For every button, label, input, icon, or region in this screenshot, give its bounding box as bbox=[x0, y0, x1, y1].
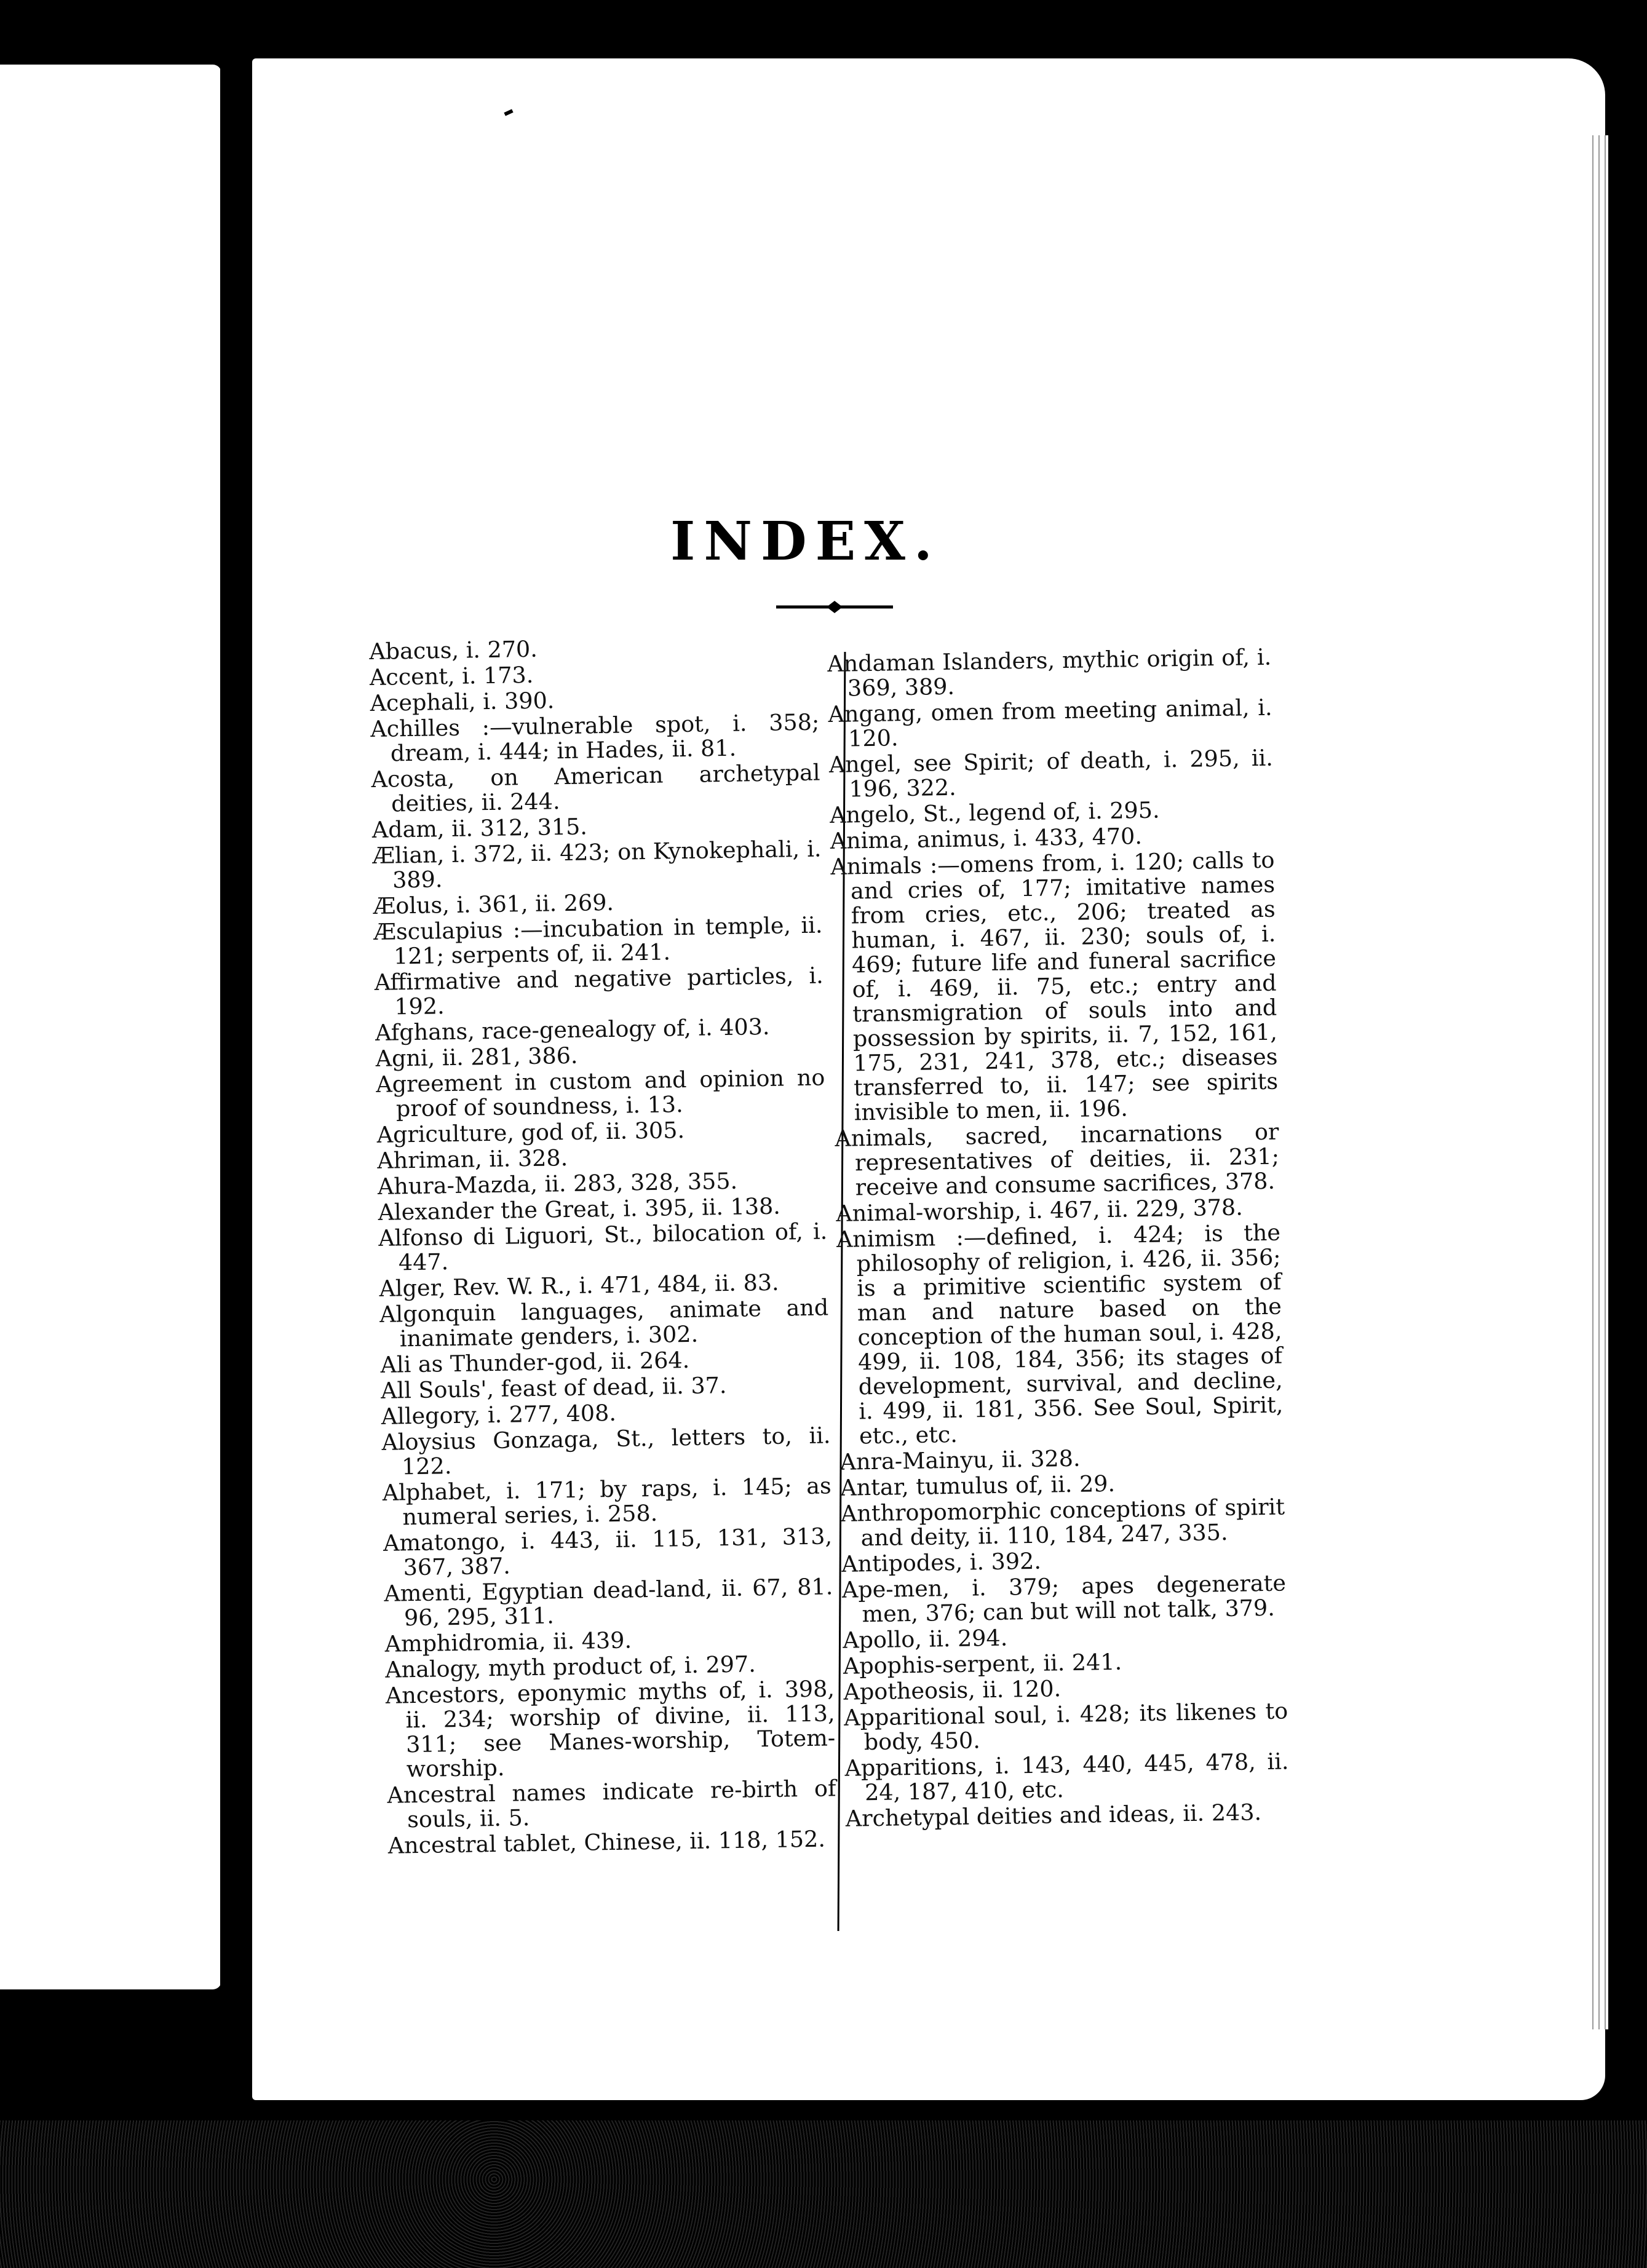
left-page-edge bbox=[0, 65, 221, 1989]
index-entry: Anima, animus, i. 433, 470. bbox=[830, 822, 1143, 854]
index-entry: Aloysius Gonzaga, St., letters to, ii. 122. bbox=[381, 1422, 831, 1480]
index-entry: Æolus, i. 361, ii. 269. bbox=[373, 889, 614, 919]
index-entry: Alexander the Great, i. 395, ii. 138. bbox=[378, 1192, 781, 1226]
index-entry: Accent, i. 173. bbox=[369, 661, 534, 691]
index-entry: Anra-Mainyu, ii. 328. bbox=[839, 1445, 1081, 1475]
index-entry: Archetypal deities and ideas, ii. 243. bbox=[845, 1799, 1262, 1832]
index-entry: Amatongo, i. 443, ii. 115, 131, 313, 367, 387. bbox=[383, 1523, 833, 1581]
scan-background-noise bbox=[0, 2120, 1647, 2268]
index-entry: Alphabet, i. 171; by raps, i. 145; as numeral series, i. 258. bbox=[382, 1472, 832, 1531]
index-entry: All Souls', feast of dead, ii. 37. bbox=[380, 1372, 727, 1404]
index-entry: Agriculture, god of, ii. 305. bbox=[376, 1117, 685, 1148]
index-entry: Antar, tumulus of, ii. 29. bbox=[840, 1470, 1116, 1501]
page-title: INDEX. bbox=[670, 510, 941, 573]
index-entry: Angang, omen from meeting animal, i. 120. bbox=[828, 694, 1272, 752]
index-entry: Achilles :—vulnerable spot, i. 358; dream, i. 444; in Hades, ii. 81. bbox=[370, 708, 820, 767]
index-entry: Ancestral names indicate re-birth of souls, ii. 5. bbox=[387, 1775, 836, 1833]
index-entry: Angelo, St., legend of, i. 295. bbox=[829, 796, 1160, 828]
index-entry: Ancestral tablet, Chinese, ii. 118, 152. bbox=[387, 1825, 826, 1859]
index-entry: Amphidromia, ii. 439. bbox=[384, 1627, 632, 1657]
index-entry: Apparitional soul, i. 428; its likenes to body, 450. bbox=[843, 1697, 1288, 1756]
index-entry: Animal-worship, i. 467, ii. 229, 378. bbox=[836, 1194, 1244, 1227]
index-entry: Æsculapius :—incubation in temple, ii. 121; serpents of, ii. 241. bbox=[373, 911, 823, 970]
index-column-left bbox=[369, 633, 837, 1860]
index-entry: Affirmative and negative particles, i. 192. bbox=[374, 962, 824, 1020]
index-entry: Antipodes, i. 392. bbox=[841, 1547, 1042, 1577]
index-entry: Animals, sacred, incarnations or representatives of deities, ii. 231; receive and consume sacrifices, 378. bbox=[835, 1118, 1280, 1201]
index-entry: Animals :—omens from, i. 120; calls to and cries of, 177; imitative names from cries, etc., 206; treated as human, i. 467, ii. 230; souls of, i. 469; future life and funeral sacrifice of, i. 469, ii. 75, etc.; entry and transmigration of souls into and possession by spirits, ii. 7, 152, 161, 175, 231, 241, 378, etc.; diseases transferred to, ii. 147; see spirits invisible to men, ii. 196. bbox=[830, 846, 1279, 1126]
index-entry: Amenti, Egyptian dead-land, ii. 67, 81. 96, 295, 311. bbox=[384, 1573, 833, 1632]
index-entry: Ape-men, i. 379; apes degenerate men, 376; can but will not talk, 379. bbox=[841, 1569, 1287, 1628]
page-edge-stack bbox=[1590, 135, 1608, 2029]
index-entry: Allegory, i. 277, 408. bbox=[381, 1399, 617, 1430]
index-entry: Adam, ii. 312, 315. bbox=[371, 813, 588, 843]
index-entry: Alfonso di Liguori, St., bilocation of, i. 447. bbox=[378, 1218, 828, 1276]
index-entry: Abacus, i. 270. bbox=[368, 635, 538, 665]
index-entry: Apophis-serpent, ii. 241. bbox=[843, 1648, 1122, 1679]
index-entry: Ahura-Mazda, ii. 283, 328, 355. bbox=[377, 1167, 738, 1200]
index-entry: Ali as Thunder-god, ii. 264. bbox=[380, 1346, 690, 1378]
index-entry: Apollo, ii. 294. bbox=[842, 1624, 1008, 1654]
index-entry: Agreement in custom and opinion no proof of soundness, i. 13. bbox=[376, 1064, 825, 1122]
index-entry: Alger, Rev. W. R., i. 471, 484, ii. 83. bbox=[379, 1269, 779, 1302]
index-entry: Animism :—defined, i. 424; is the philosophy of religion, i. 426, ii. 356; is a primitive scientific system of man and nature based on the conception of the human soul, i. 428, 499, ii. 108, 184, 356; its stages of development, survival, and decline, i. 499, ii. 181, 356. See Soul, Spirit, etc., etc. bbox=[836, 1219, 1284, 1449]
title-ornament bbox=[776, 600, 893, 614]
index-entry: Ancestors, eponymic myths of, i. 398, ii. 234; worship of divine, ii. 113, 311; see Manes-worship, Totem-worship. bbox=[385, 1675, 836, 1783]
book-gutter bbox=[220, 61, 251, 1986]
index-entry: Ahriman, ii. 328. bbox=[376, 1144, 568, 1174]
index-column-right bbox=[827, 645, 1290, 1833]
index-entry: Agni, ii. 281, 386. bbox=[375, 1042, 578, 1072]
index-entry: Ælian, i. 372, ii. 423; on Kynokephali, i. 389. bbox=[372, 835, 822, 894]
index-entry: Angel, see Spirit; of death, i. 295, ii. 196, 322. bbox=[828, 744, 1274, 803]
index-entry: Acephali, i. 390. bbox=[370, 687, 555, 716]
index-entry: Anthropomorphic conceptions of spirit and deity, ii. 110, 184, 247, 335. bbox=[840, 1493, 1285, 1552]
index-entry: Afghans, race-genealogy of, i. 403. bbox=[375, 1013, 770, 1046]
index-entry: Acosta, on American archetypal deities, ii. 244. bbox=[371, 759, 820, 817]
index-entry: Analogy, myth product of, i. 297. bbox=[384, 1651, 756, 1683]
index-entry: Apotheosis, ii. 120. bbox=[843, 1675, 1062, 1705]
index-entry: Apparitions, i. 143, 440, 445, 478, ii. 24, 187, 410, etc. bbox=[844, 1748, 1289, 1806]
index-entry: Algonquin languages, animate and inanimate genders, i. 302. bbox=[379, 1294, 829, 1352]
index-entry: Andaman Islanders, mythic origin of, i. 369, 389. bbox=[827, 643, 1272, 702]
